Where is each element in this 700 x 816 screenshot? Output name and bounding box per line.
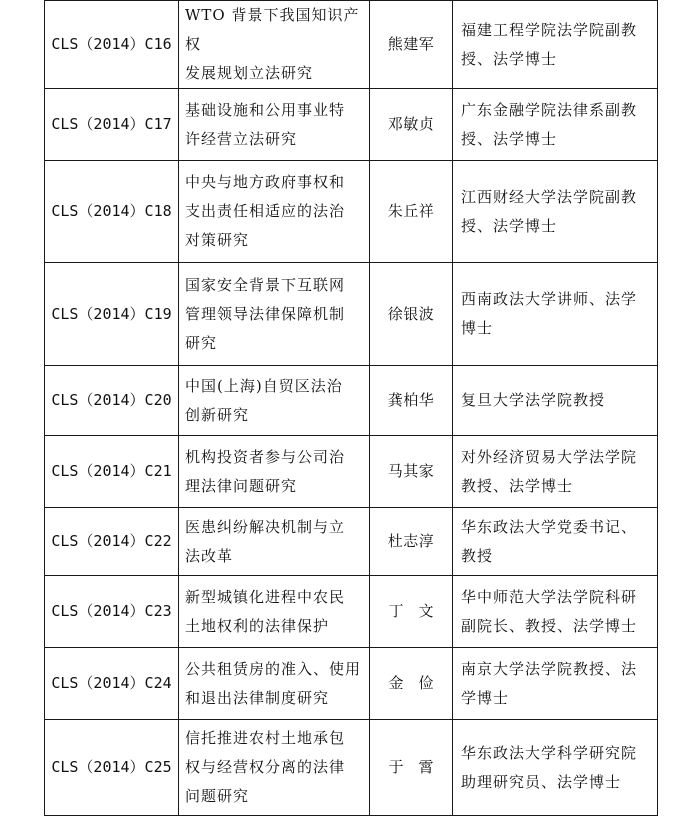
title-line: 创新研究 [185, 405, 250, 424]
project-leader: 熊建军 [370, 1, 453, 89]
title-line: 信托推进农村土地承包 [185, 729, 346, 747]
project-leader: 于霄 [370, 720, 453, 816]
title-line: 理法律问题研究 [185, 476, 298, 495]
title-line: 中央与地方政府事权和 [185, 173, 346, 191]
leader-institution [453, 366, 658, 436]
leader-institution [453, 648, 658, 720]
institution-line: 对外经济贸易大学法学院 [461, 447, 638, 466]
title-line: 权与经营权分离的法律 [185, 758, 346, 776]
title-line: 对策研究 [185, 231, 250, 249]
title-line: 机构投资者参与公司治 [185, 447, 346, 466]
project-code: CLS（2014）C19 [45, 263, 179, 366]
project-code: CLS（2014）C22 [45, 508, 179, 576]
leader-institution [453, 508, 658, 576]
project-leader: 杜志淳 [370, 508, 453, 576]
project-leader: 马其家 [370, 436, 453, 508]
title-line: 基础设施和公用事业特 [185, 100, 346, 119]
institution-line: 华东政法大学党委书记、 [461, 517, 638, 536]
project-code: CLS（2014）C16 [45, 1, 179, 89]
table-row [45, 1, 658, 89]
institution-line: 教授、法学博士 [461, 476, 574, 495]
title-line: 新型城镇化进程中农民 [185, 587, 346, 606]
institution-line: 福建工程学院法学院副教 [461, 20, 638, 39]
table-row [45, 366, 658, 436]
institution-line: 教授 [461, 546, 494, 565]
project-title [179, 366, 370, 436]
institution-line: 江西财经大学法学院副教 [461, 187, 638, 206]
title-line: 国家安全背景下互联网 [185, 275, 346, 294]
project-title [179, 263, 370, 366]
leader-institution [453, 263, 658, 366]
institution-line: 西南政法大学讲师、法学 [461, 290, 638, 308]
project-leader: 朱丘祥 [370, 161, 453, 263]
project-leader: 徐银波 [370, 263, 453, 366]
project-title [179, 648, 370, 720]
leader-institution [453, 161, 658, 263]
project-code: CLS（2014）C21 [45, 436, 179, 508]
table-row [45, 436, 658, 508]
project-leader: 金俭 [370, 648, 453, 720]
leader-institution [453, 1, 658, 89]
title-line: 发展规划立法研究 [185, 64, 314, 82]
table-row [45, 508, 658, 576]
project-code: CLS（2014）C24 [45, 648, 179, 720]
leader-institution [453, 89, 658, 161]
institution-line: 华东政法大学科学研究院 [461, 743, 638, 762]
leader-institution [453, 720, 658, 816]
title-line: 医患纠纷解决机制与立 [185, 517, 346, 536]
institution-line: 授、法学博士 [461, 216, 558, 235]
title-line: 许经营立法研究 [185, 129, 298, 148]
institution-line: 南京大学法学院教授、法 [461, 659, 638, 678]
title-line: 中国(上海)自贸区法治 [185, 376, 343, 395]
institution-line: 副院长、教授、法学博士 [461, 616, 638, 635]
project-title [179, 720, 370, 816]
institution-line: 授、法学博士 [461, 129, 558, 148]
title-line: 支出责任相适应的法治 [185, 202, 346, 220]
table-row [45, 89, 658, 161]
table-row [45, 161, 658, 263]
project-leader: 龚柏华 [370, 366, 453, 436]
institution-line: 华中师范大学法学院科研 [461, 587, 638, 606]
project-code: CLS（2014）C23 [45, 576, 179, 648]
table-row [45, 648, 658, 720]
table-row [45, 576, 658, 648]
project-title [179, 508, 370, 576]
project-title [179, 576, 370, 648]
project-title [179, 89, 370, 161]
project-table [44, 0, 658, 816]
institution-line: 博士 [461, 319, 494, 337]
project-code: CLS（2014）C18 [45, 161, 179, 263]
title-line: WTO 背景下我国知识产权 [185, 6, 360, 53]
title-line: 管理领导法律保障机制 [185, 304, 346, 323]
title-line: 和退出法律制度研究 [185, 688, 330, 707]
project-leader: 邓敏贞 [370, 89, 453, 161]
project-title [179, 161, 370, 263]
table-row [45, 720, 658, 816]
project-code: CLS（2014）C20 [45, 366, 179, 436]
project-code: CLS（2014）C25 [45, 720, 179, 816]
institution-line: 助理研究员、法学博士 [461, 772, 622, 791]
title-line: 法改革 [185, 546, 234, 565]
institution-line: 复旦大学法学院教授 [461, 391, 606, 409]
institution-line: 授、法学博士 [461, 49, 558, 68]
project-title [179, 436, 370, 508]
title-line: 土地权利的法律保护 [185, 616, 330, 635]
title-line: 问题研究 [185, 787, 250, 805]
leader-institution [453, 436, 658, 508]
title-line: 研究 [185, 333, 218, 352]
leader-institution [453, 576, 658, 648]
project-code: CLS（2014）C17 [45, 89, 179, 161]
table-row [45, 263, 658, 366]
project-leader: 丁文 [370, 576, 453, 648]
title-line: 公共租赁房的准入、使用 [185, 659, 362, 678]
project-title [179, 1, 370, 89]
institution-line: 学博士 [461, 688, 510, 707]
institution-line: 广东金融学院法律系副教 [461, 100, 638, 119]
